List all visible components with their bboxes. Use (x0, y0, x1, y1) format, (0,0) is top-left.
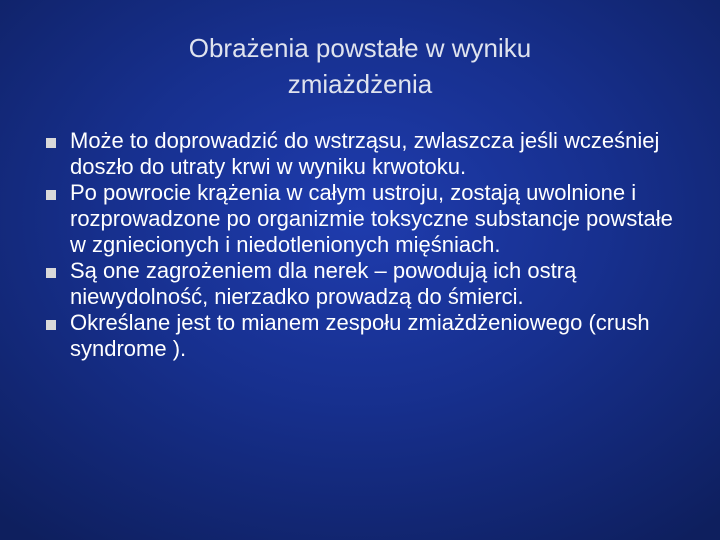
bullet-item-4 (46, 310, 686, 362)
slide-title (60, 30, 660, 102)
bullet-item-3 (46, 258, 686, 310)
bullet-text: Są one zagrożeniem dla nerek – powodują ich ostrą niewydolność, nierzadko prowadzą do śmierci. (70, 258, 577, 309)
bullet-text: Po powrocie krążenia w całym ustroju, zostają uwolnione i rozprowadzone po organizmie toksyczne substancje powstałe w zgniecionych i niedotlenionych mięśniach. (70, 180, 673, 257)
slide-title-line-2: zmiażdżenia (287, 69, 433, 99)
square-bullet-icon (46, 320, 56, 330)
square-bullet-icon (46, 268, 56, 278)
square-bullet-icon (46, 138, 56, 148)
slide-title-line-1: Obrażenia powstałe w wyniku (188, 33, 532, 63)
bullet-text: Może to doprowadzić do wstrząsu, zwlaszcza jeśli wcześniej doszło do utraty krwi w wyniku krwotoku. (70, 128, 660, 179)
bullet-item-2 (46, 180, 686, 258)
bullet-item-1 (46, 128, 686, 180)
bullet-text: Określane jest to mianem zespołu zmiażdżeniowego (crush syndrome ). (70, 310, 650, 361)
square-bullet-icon (46, 190, 56, 200)
bullet-list (46, 128, 686, 362)
